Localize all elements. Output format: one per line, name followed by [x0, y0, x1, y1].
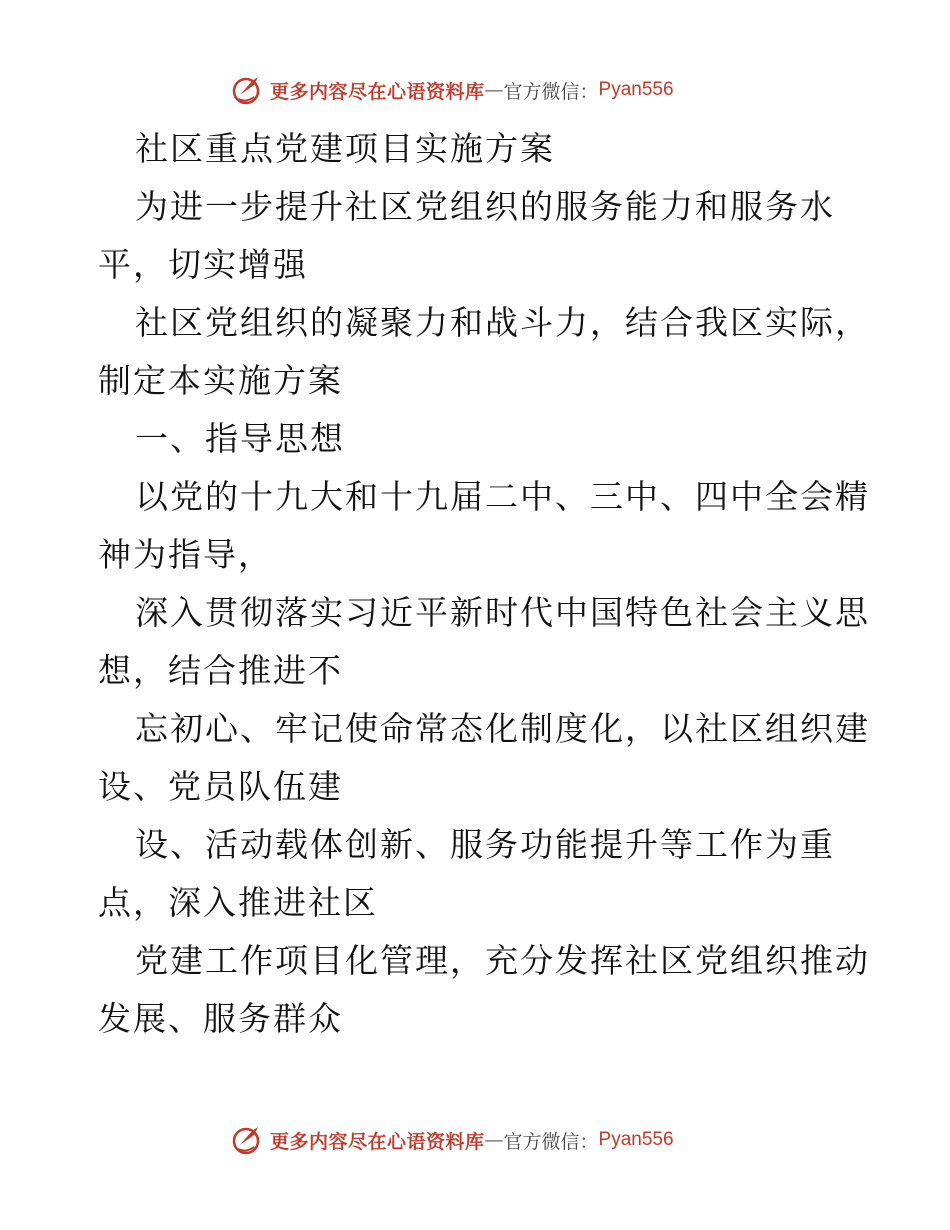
document-line: 平，切实增强 [98, 245, 308, 284]
document-line: 一、指导思想 [135, 419, 345, 458]
brand-logo-icon [232, 73, 264, 107]
document-line: 设、活动载体创新、服务功能提升等工作为重 [135, 825, 835, 864]
watermark-main-text: 更多内容尽在心语资料库 [270, 1130, 485, 1153]
watermark-official-label: 官方微信： [503, 1130, 599, 1153]
document-line: 发展、服务群众 [98, 999, 343, 1038]
document-line: 想，结合推进不 [98, 651, 343, 690]
document-body [98, 120, 870, 1048]
header-watermark [0, 70, 950, 110]
document-line: 制定本实施方案 [98, 361, 343, 400]
watermark-content [232, 70, 674, 110]
watermark-dash: — [484, 1129, 504, 1151]
watermark-content [232, 1120, 674, 1160]
document-line: 点，深入推进社区 [98, 883, 378, 922]
watermark-wechat-id: Pyan556 [598, 79, 674, 100]
watermark-wechat-id: Pyan556 [598, 1129, 674, 1150]
document-line: 为进一步提升社区党组织的服务能力和服务水 [135, 187, 835, 226]
document-line: 神为指导， [98, 535, 273, 574]
watermark-main-text: 更多内容尽在心语资料库 [270, 80, 485, 103]
document-line: 设、党员队伍建 [98, 767, 343, 806]
brand-logo-icon [232, 1123, 264, 1157]
document-line: 党建工作项目化管理，充分发挥社区党组织推动 [135, 941, 870, 980]
document-line: 社区重点党建项目实施方案 [135, 129, 555, 168]
document-line: 深入贯彻落实习近平新时代中国特色社会主义思 [135, 593, 870, 632]
document-line: 以党的十九大和十九届二中、三中、四中全会精 [135, 477, 870, 516]
watermark-dash: — [484, 79, 504, 101]
footer-watermark [0, 1120, 950, 1160]
document-line: 社区党组织的凝聚力和战斗力，结合我区实际， [135, 303, 870, 342]
document-line: 忘初心、牢记使命常态化制度化，以社区组织建 [135, 709, 870, 748]
watermark-official-label: 官方微信： [503, 80, 599, 103]
